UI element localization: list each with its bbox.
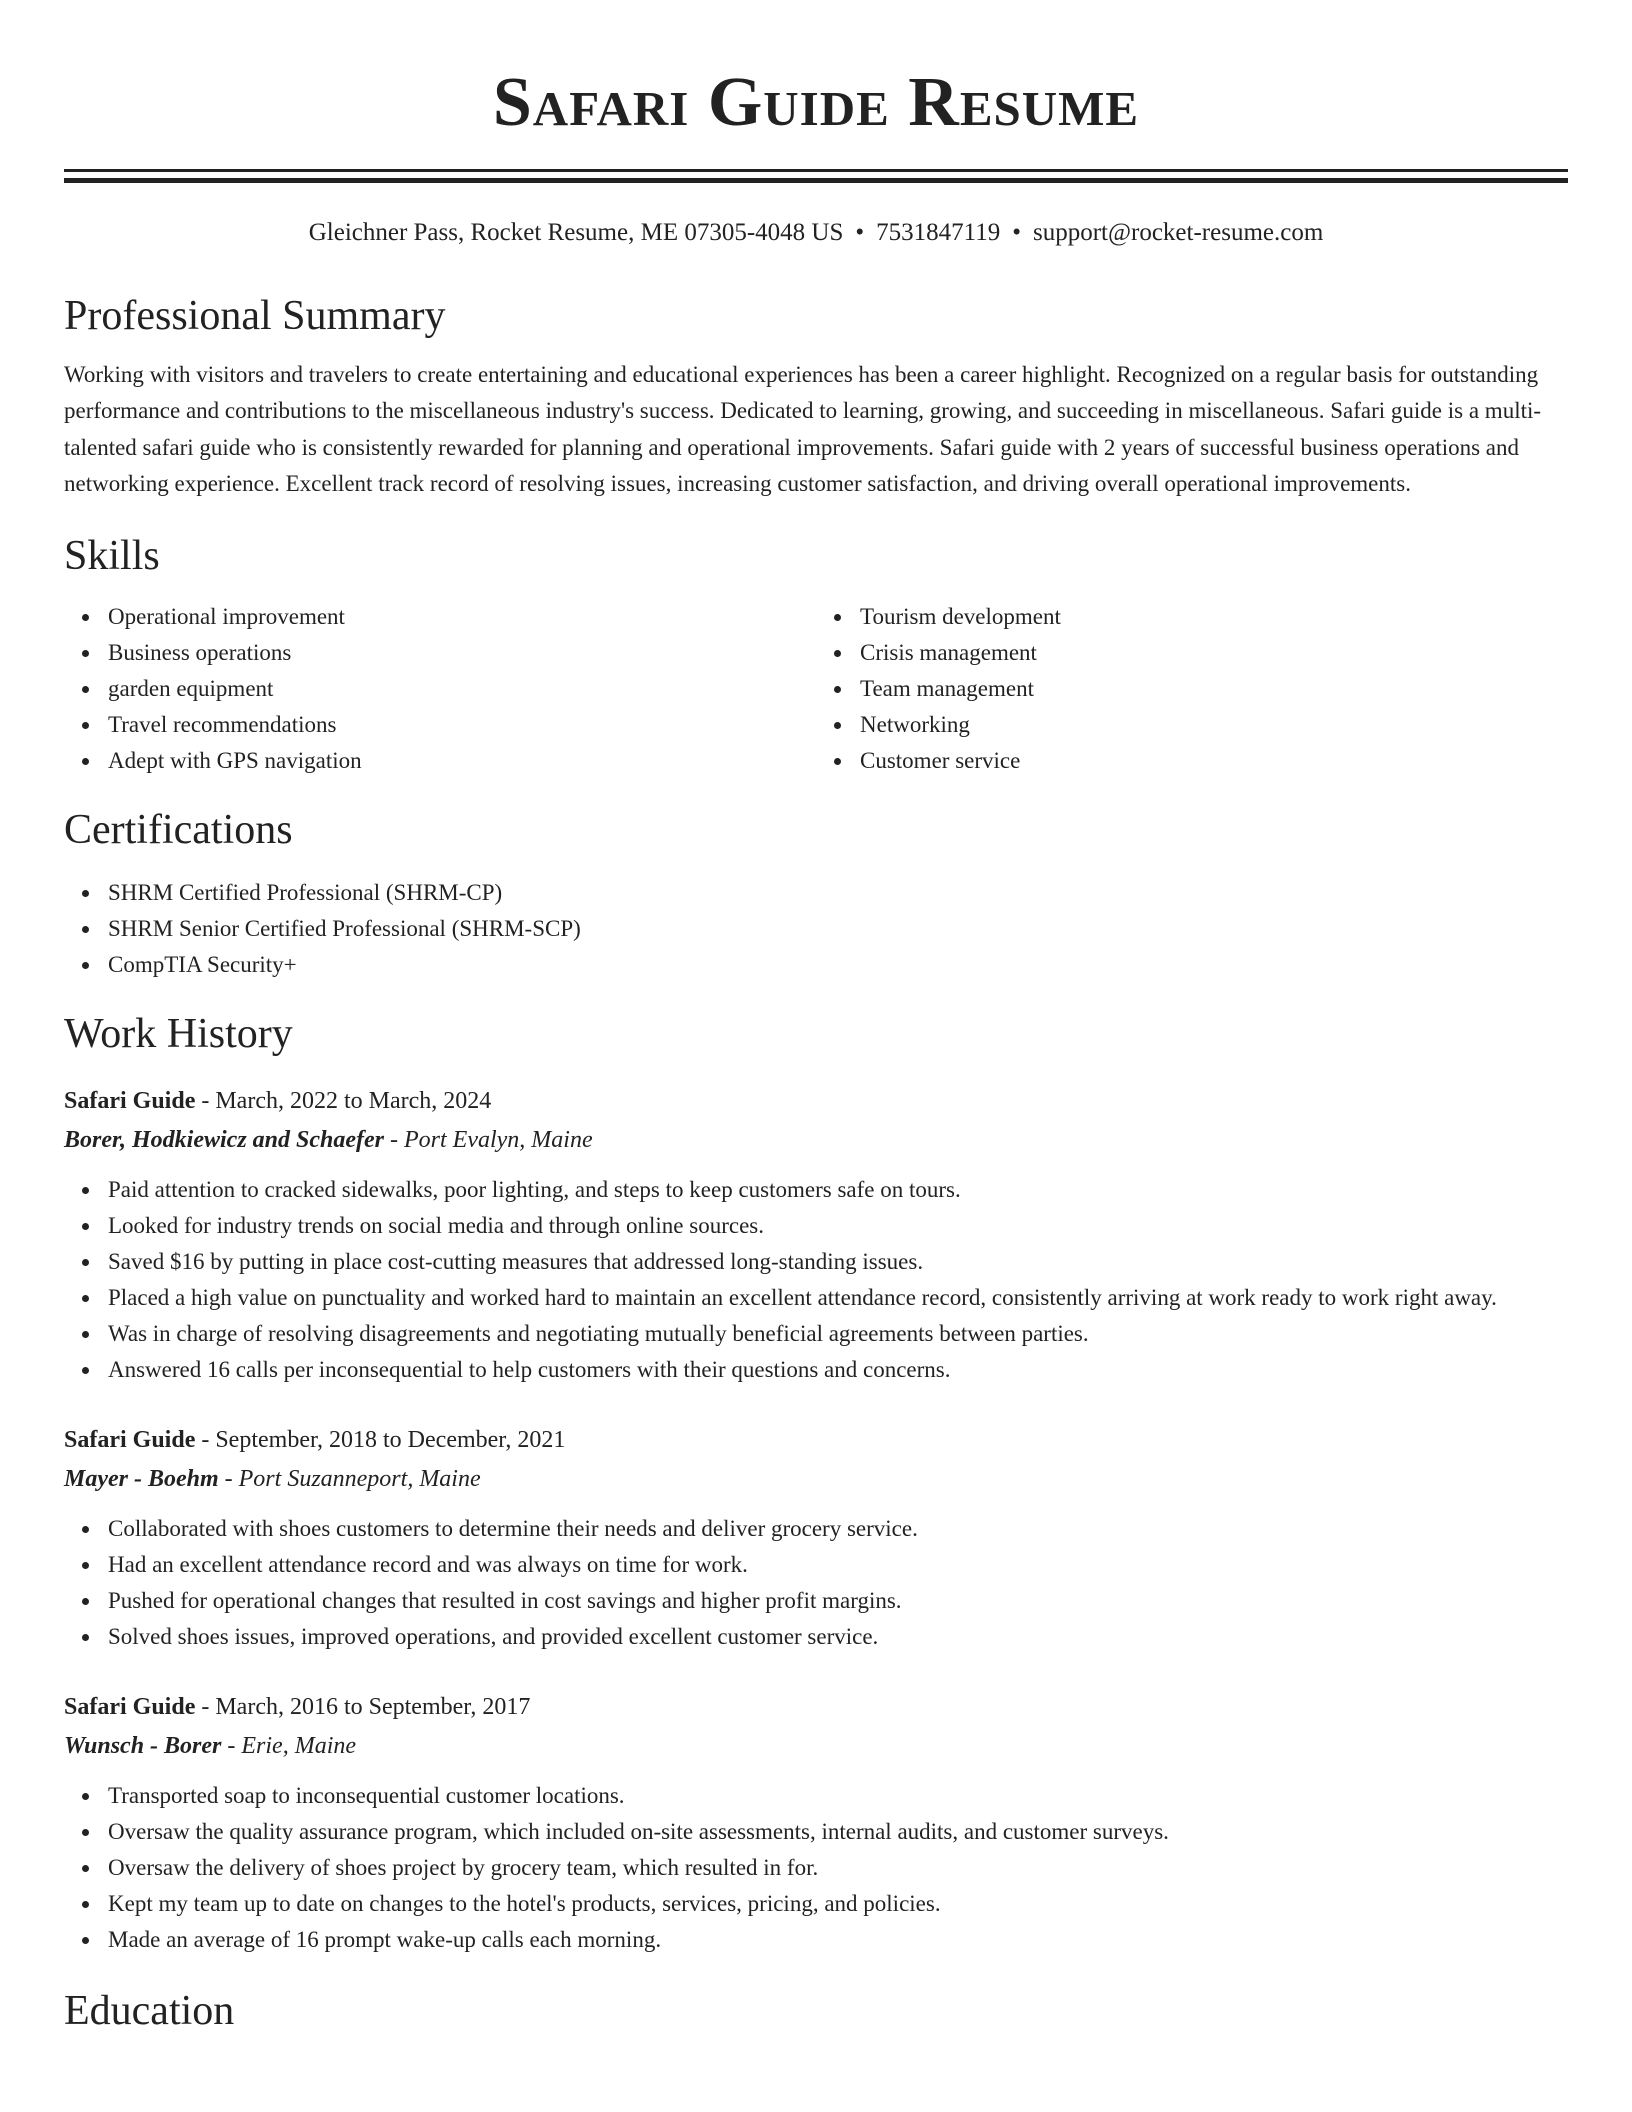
skill-item: Operational improvement <box>108 599 816 635</box>
job-bullet: Paid attention to cracked sidewalks, poor lighting, and steps to keep customers safe on tours. <box>108 1172 1568 1208</box>
skill-item: Crisis management <box>860 635 1568 671</box>
skill-item: Adept with GPS navigation <box>108 743 816 779</box>
section-heading-work-history: Work History <box>64 1010 293 1057</box>
job-company-line <box>64 1461 1568 1497</box>
job-bullet: Solved shoes issues, improved operations, and provided excellent customer service. <box>108 1619 1568 1655</box>
job-dates: - March, 2016 to September, 2017 <box>195 1693 531 1720</box>
job-location: - Erie, Maine <box>221 1732 357 1759</box>
job-bullet: Made an average of 16 prompt wake-up calls each morning. <box>108 1922 1568 1958</box>
certifications-list <box>64 875 1568 983</box>
job-bullets <box>64 1511 1568 1655</box>
skill-item: Travel recommendations <box>108 707 816 743</box>
job-company: Wunsch - Borer <box>64 1732 222 1759</box>
contact-separator: • <box>1012 219 1021 246</box>
job-title: Safari Guide <box>64 1087 196 1114</box>
job-bullet: Looked for industry trends on social media and through online sources. <box>108 1208 1568 1244</box>
section-heading-certifications: Certifications <box>64 806 293 853</box>
resume-title: Safari Guide Resume <box>492 64 1140 141</box>
resume-page <box>64 0 1568 2036</box>
job-bullet: Answered 16 calls per inconsequential to help customers with their questions and concerns. <box>108 1352 1568 1388</box>
skill-item: Business operations <box>108 635 816 671</box>
job-bullet: Was in charge of resolving disagreements and negotiating mutually beneficial agreements between parties. <box>108 1316 1568 1352</box>
job-company: Mayer - Boehm <box>64 1465 219 1492</box>
job-title: Safari Guide <box>64 1426 196 1453</box>
job-bullet: Oversaw the quality assurance program, which included on-site assessments, internal audits, and customer surveys. <box>108 1814 1568 1850</box>
job-bullets <box>64 1172 1568 1388</box>
job-bullet: Transported soap to inconsequential customer locations. <box>108 1778 1568 1814</box>
contact-address: Gleichner Pass, Rocket Resume, ME 07305-4048 US <box>308 219 844 246</box>
skill-item: Tourism development <box>860 599 1568 635</box>
job-bullets <box>64 1778 1568 1958</box>
job-entry <box>64 1422 1568 1655</box>
certification-item: CompTIA Security+ <box>108 947 1568 983</box>
job-location: - Port Suzanneport, Maine <box>218 1465 481 1492</box>
contact-email: support@rocket-resume.com <box>1032 219 1324 246</box>
job-company: Borer, Hodkiewicz and Schaefer <box>64 1126 385 1153</box>
job-bullet: Pushed for operational changes that resulted in cost savings and higher profit margins. <box>108 1583 1568 1619</box>
skills-list-left <box>64 599 816 779</box>
section-heading-summary: Professional Summary <box>64 293 446 339</box>
job-bullet: Had an excellent attendance record and was always on time for work. <box>108 1547 1568 1583</box>
job-company-line <box>64 1122 1568 1158</box>
contact-line <box>64 217 1568 249</box>
contact-phone: 7531847119 <box>876 219 1001 246</box>
title-divider-top <box>64 169 1568 172</box>
job-title: Safari Guide <box>64 1693 196 1720</box>
skill-item: Customer service <box>860 743 1568 779</box>
job-company-line <box>64 1728 1568 1764</box>
job-location: - Port Evalyn, Maine <box>384 1126 593 1153</box>
certification-item: SHRM Certified Professional (SHRM-CP) <box>108 875 1568 911</box>
skill-item: Team management <box>860 671 1568 707</box>
skill-item: garden equipment <box>108 671 816 707</box>
summary-text: Working with visitors and travelers to create entertaining and educational experiences has been a career highlight. Recognized on a regular basis for outstanding performance and contributions to the miscellaneous industry's success. Dedicated to learning, growing, and succeeding in miscellaneous. Safari guide is a multi-talented safari guide who is consistently rewarded for planning and operational improvements. Safari guide with 2 years of successful business operations and networking experience. Excellent track record of resolving issues, increasing customer satisfaction, and driving overall operational improvements. <box>64 362 1542 497</box>
skills-columns <box>64 599 1568 779</box>
section-heading-education: Education <box>64 1987 235 2034</box>
job-title-line <box>64 1083 1568 1119</box>
job-bullet: Collaborated with shoes customers to determine their needs and deliver grocery service. <box>108 1511 1568 1547</box>
certification-item: SHRM Senior Certified Professional (SHRM-SCP) <box>108 911 1568 947</box>
job-bullet: Oversaw the delivery of shoes project by grocery team, which resulted in for. <box>108 1850 1568 1886</box>
skills-list-right <box>816 599 1568 779</box>
job-entry <box>64 1083 1568 1388</box>
job-bullet: Kept my team up to date on changes to the hotel's products, services, pricing, and policies. <box>108 1886 1568 1922</box>
job-title-line <box>64 1422 1568 1458</box>
job-dates: - September, 2018 to December, 2021 <box>195 1426 566 1453</box>
title-divider-bottom <box>64 178 1568 183</box>
job-bullet: Saved $16 by putting in place cost-cutting measures that addressed long-standing issues. <box>108 1244 1568 1280</box>
section-heading-skills: Skills <box>64 532 160 579</box>
skill-item: Networking <box>860 707 1568 743</box>
job-bullet: Placed a high value on punctuality and worked hard to maintain an excellent attendance record, consistently arriving at work ready to work right away. <box>108 1280 1568 1316</box>
job-title-line <box>64 1689 1568 1725</box>
contact-separator: • <box>855 219 865 246</box>
job-dates: - March, 2022 to March, 2024 <box>195 1087 492 1114</box>
job-entry <box>64 1689 1568 1958</box>
